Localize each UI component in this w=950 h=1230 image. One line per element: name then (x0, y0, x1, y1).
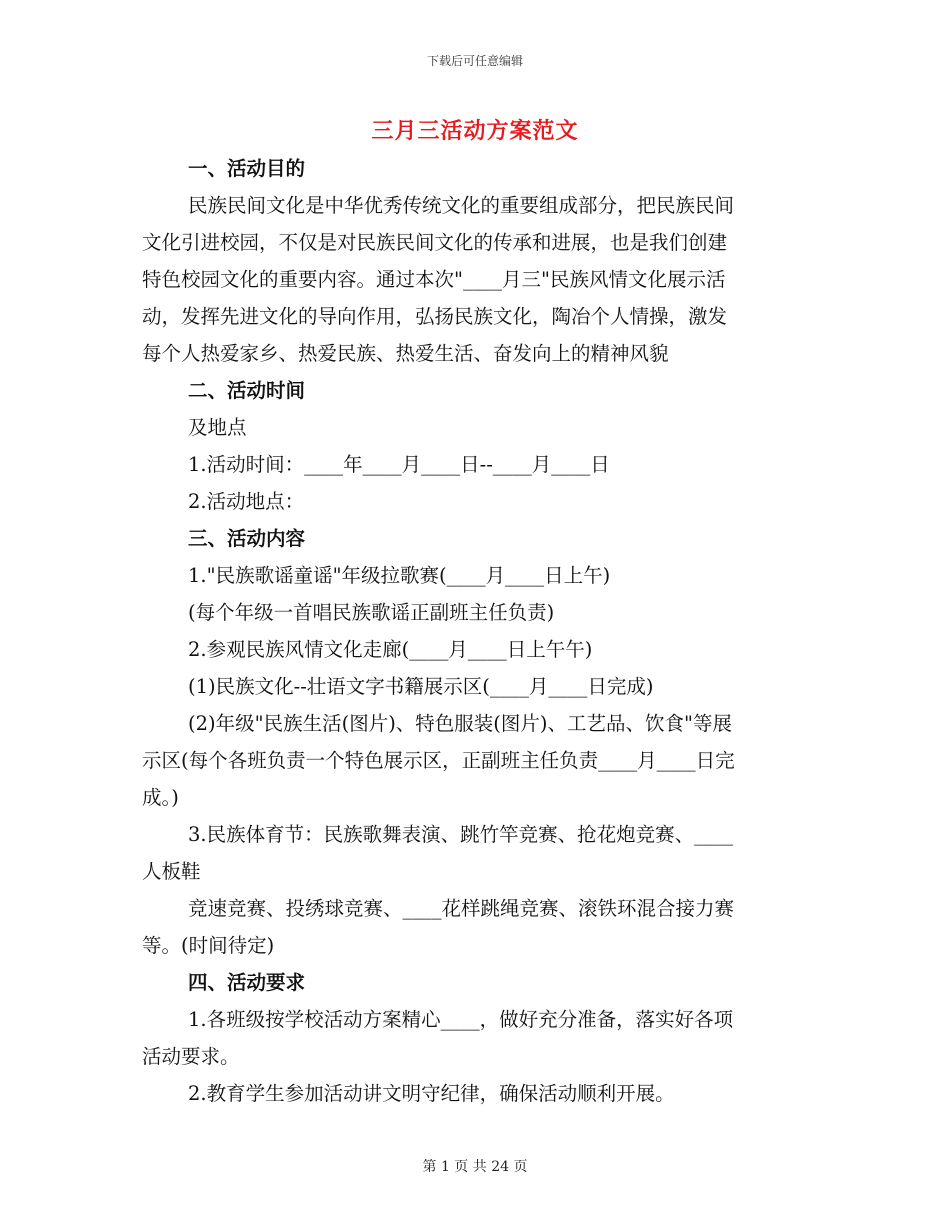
section-heading-content: 三、活动内容 (188, 527, 306, 550)
paragraph-line: 成。) (142, 786, 179, 809)
list-item-note: (每个年级一首唱民族歌谣正副班主任负责) (188, 601, 555, 624)
section-heading-requirements: 四、活动要求 (188, 971, 306, 994)
paragraph-line: 人板鞋 (142, 860, 201, 883)
list-item-time: 1.活动时间：____年____月____日--____月____日 (188, 453, 610, 476)
list-item: 1.各班级按学校活动方案精心____，做好充分准备，落实好各项 (188, 1008, 734, 1031)
list-item: 2.教育学生参加活动讲文明守纪律，确保活动顺利开展。 (188, 1082, 675, 1105)
list-item: 1."民族歌谣童谣"年级拉歌赛(____月____日上午) (188, 564, 611, 587)
list-item: 3.民族体育节：民族歌舞表演、跳竹竿竞赛、抢花炮竞赛、____ (188, 823, 734, 846)
paragraph-line: 示区(每个各班负责一个特色展示区，正副班主任负责____月____日完 (142, 749, 735, 772)
paragraph-line: 动，发挥先进文化的导向作用，弘扬民族文化，陶冶个人情操，激发 (142, 305, 728, 328)
paragraph-line: 特色校园文化的重要内容。通过本次"____月三"民族风情文化展示活 (142, 268, 726, 291)
document-title: 三月三活动方案范文 (371, 119, 579, 144)
paragraph-line: 等。(时间待定) (142, 934, 275, 957)
sub-list-item: (2)年级"民族生活(图片)、特色服装(图片)、工艺品、饮食"等展 (188, 712, 732, 735)
section-heading-purpose: 一、活动目的 (188, 157, 306, 180)
list-item: 2.参观民族风情文化走廊(____月____日上午午) (188, 638, 593, 661)
paragraph-line: 活动要求。 (142, 1045, 240, 1068)
paragraph-line: 及地点 (188, 416, 247, 439)
paragraph-line: 文化引进校园，不仅是对民族民间文化的传承和进展，也是我们创建 (142, 231, 728, 254)
paragraph-line: 民族民间文化是中华优秀传统文化的重要组成部分，把民族民间 (188, 194, 735, 217)
paragraph-line: 竞速竞赛、投绣球竞赛、____花样跳绳竞赛、滚铁环混合接力赛 (188, 897, 735, 920)
section-heading-time: 二、活动时间 (188, 379, 306, 402)
page-header-note: 下载后可任意编辑 (426, 54, 523, 68)
sub-list-item: (1)民族文化--壮语文字书籍展示区(____月____日完成) (188, 675, 654, 698)
page-number-footer: 第 1 页 共 24 页 (422, 1159, 528, 1175)
paragraph-line: 每个人热爱家乡、热爱民族、热爱生活、奋发向上的精神风貌 (142, 342, 669, 365)
list-item-location: 2.活动地点： (188, 490, 305, 513)
document-body (142, 150, 802, 1112)
